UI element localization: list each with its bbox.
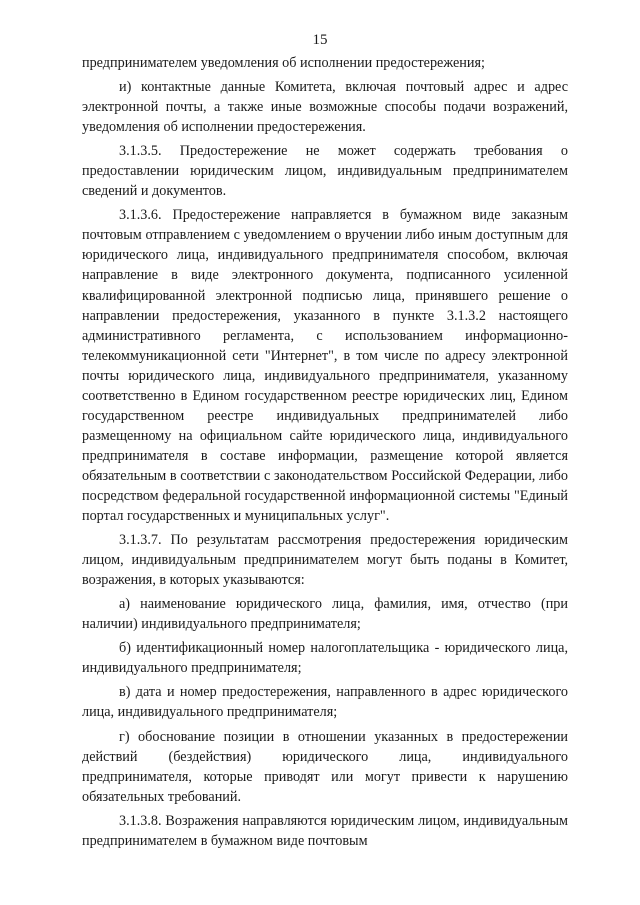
paragraph-3-1-3-8: 3.1.3.8. Возражения направляются юридическим лицом, индивидуальным предпринимателем в бумажном виде почтовым: [82, 812, 568, 849]
page-number: 15: [312, 32, 328, 48]
paragraph-item-g: г) обоснование позиции в отношении указанных в предостережении действий (бездействия) юридического лица, индивидуального предпринимателя, которые приводят или могут привести к нарушению обязательных требований.: [82, 728, 568, 805]
paragraph-item-v: в) дата и номер предостережения, направленного в адрес юридического лица, индивидуального предпринимателя;: [82, 684, 568, 721]
paragraph-continuation: предпринимателем уведомления об исполнении предостережения;: [82, 55, 485, 71]
paragraph-3-1-3-7: 3.1.3.7. По результатам рассмотрения предостережения юридическим лицом, индивидуальным предпринимателем могут быть поданы в Комитет, возражения, в которых указываются:: [82, 532, 568, 589]
paragraph-3-1-3-5: 3.1.3.5. Предостережение не может содержать требования о предоставлении юридическим лицом, индивидуальным предпринимателем сведений и документов.: [82, 143, 568, 200]
paragraph-item-b: б) идентификационный номер налогоплательщика - юридического лица, индивидуального предпринимателя;: [82, 640, 568, 677]
document-body: [82, 53, 568, 851]
paragraph-item-a: а) наименование юридического лица, фамилия, имя, отчество (при наличии) индивидуального предпринимателя;: [82, 596, 568, 633]
paragraph-item-i: и) контактные данные Комитета, включая почтовый адрес и адрес электронной почты, а также иные возможные способы подачи возражений, уведомления об исполнении предостережения.: [82, 79, 568, 136]
paragraph-3-1-3-6: 3.1.3.6. Предостережение направляется в бумажном виде заказным почтовым отправлением с уведомлением о вручении либо иным доступным для юридического лица, индивидуального предпринимателя способом, включая направление в виде электронного документа, подписанного усиленной квалифицированной электронной подписью лица, принявшего решение о направлении предостережения, указанного в пункте 3.1.3.2 настоящего административного регламента, с использованием информационно-телекоммуникационной сети "Интернет", в том числе по адресу электронной почты юридического лица, индивидуального предпринимателя, указанному соответственно в Едином государственном реестре юридических лиц, Едином государственном реестре индивидуальных предпринимателей либо размещенному на официальном сайте юридического лица, индивидуального предпринимателя в составе информации, размещение которой является обязательным в соответствии с законодательством Российской Федерации, либо посредством федеральной государственной информационной системы "Единый портал государственных и муниципальных услуг".: [82, 207, 568, 525]
